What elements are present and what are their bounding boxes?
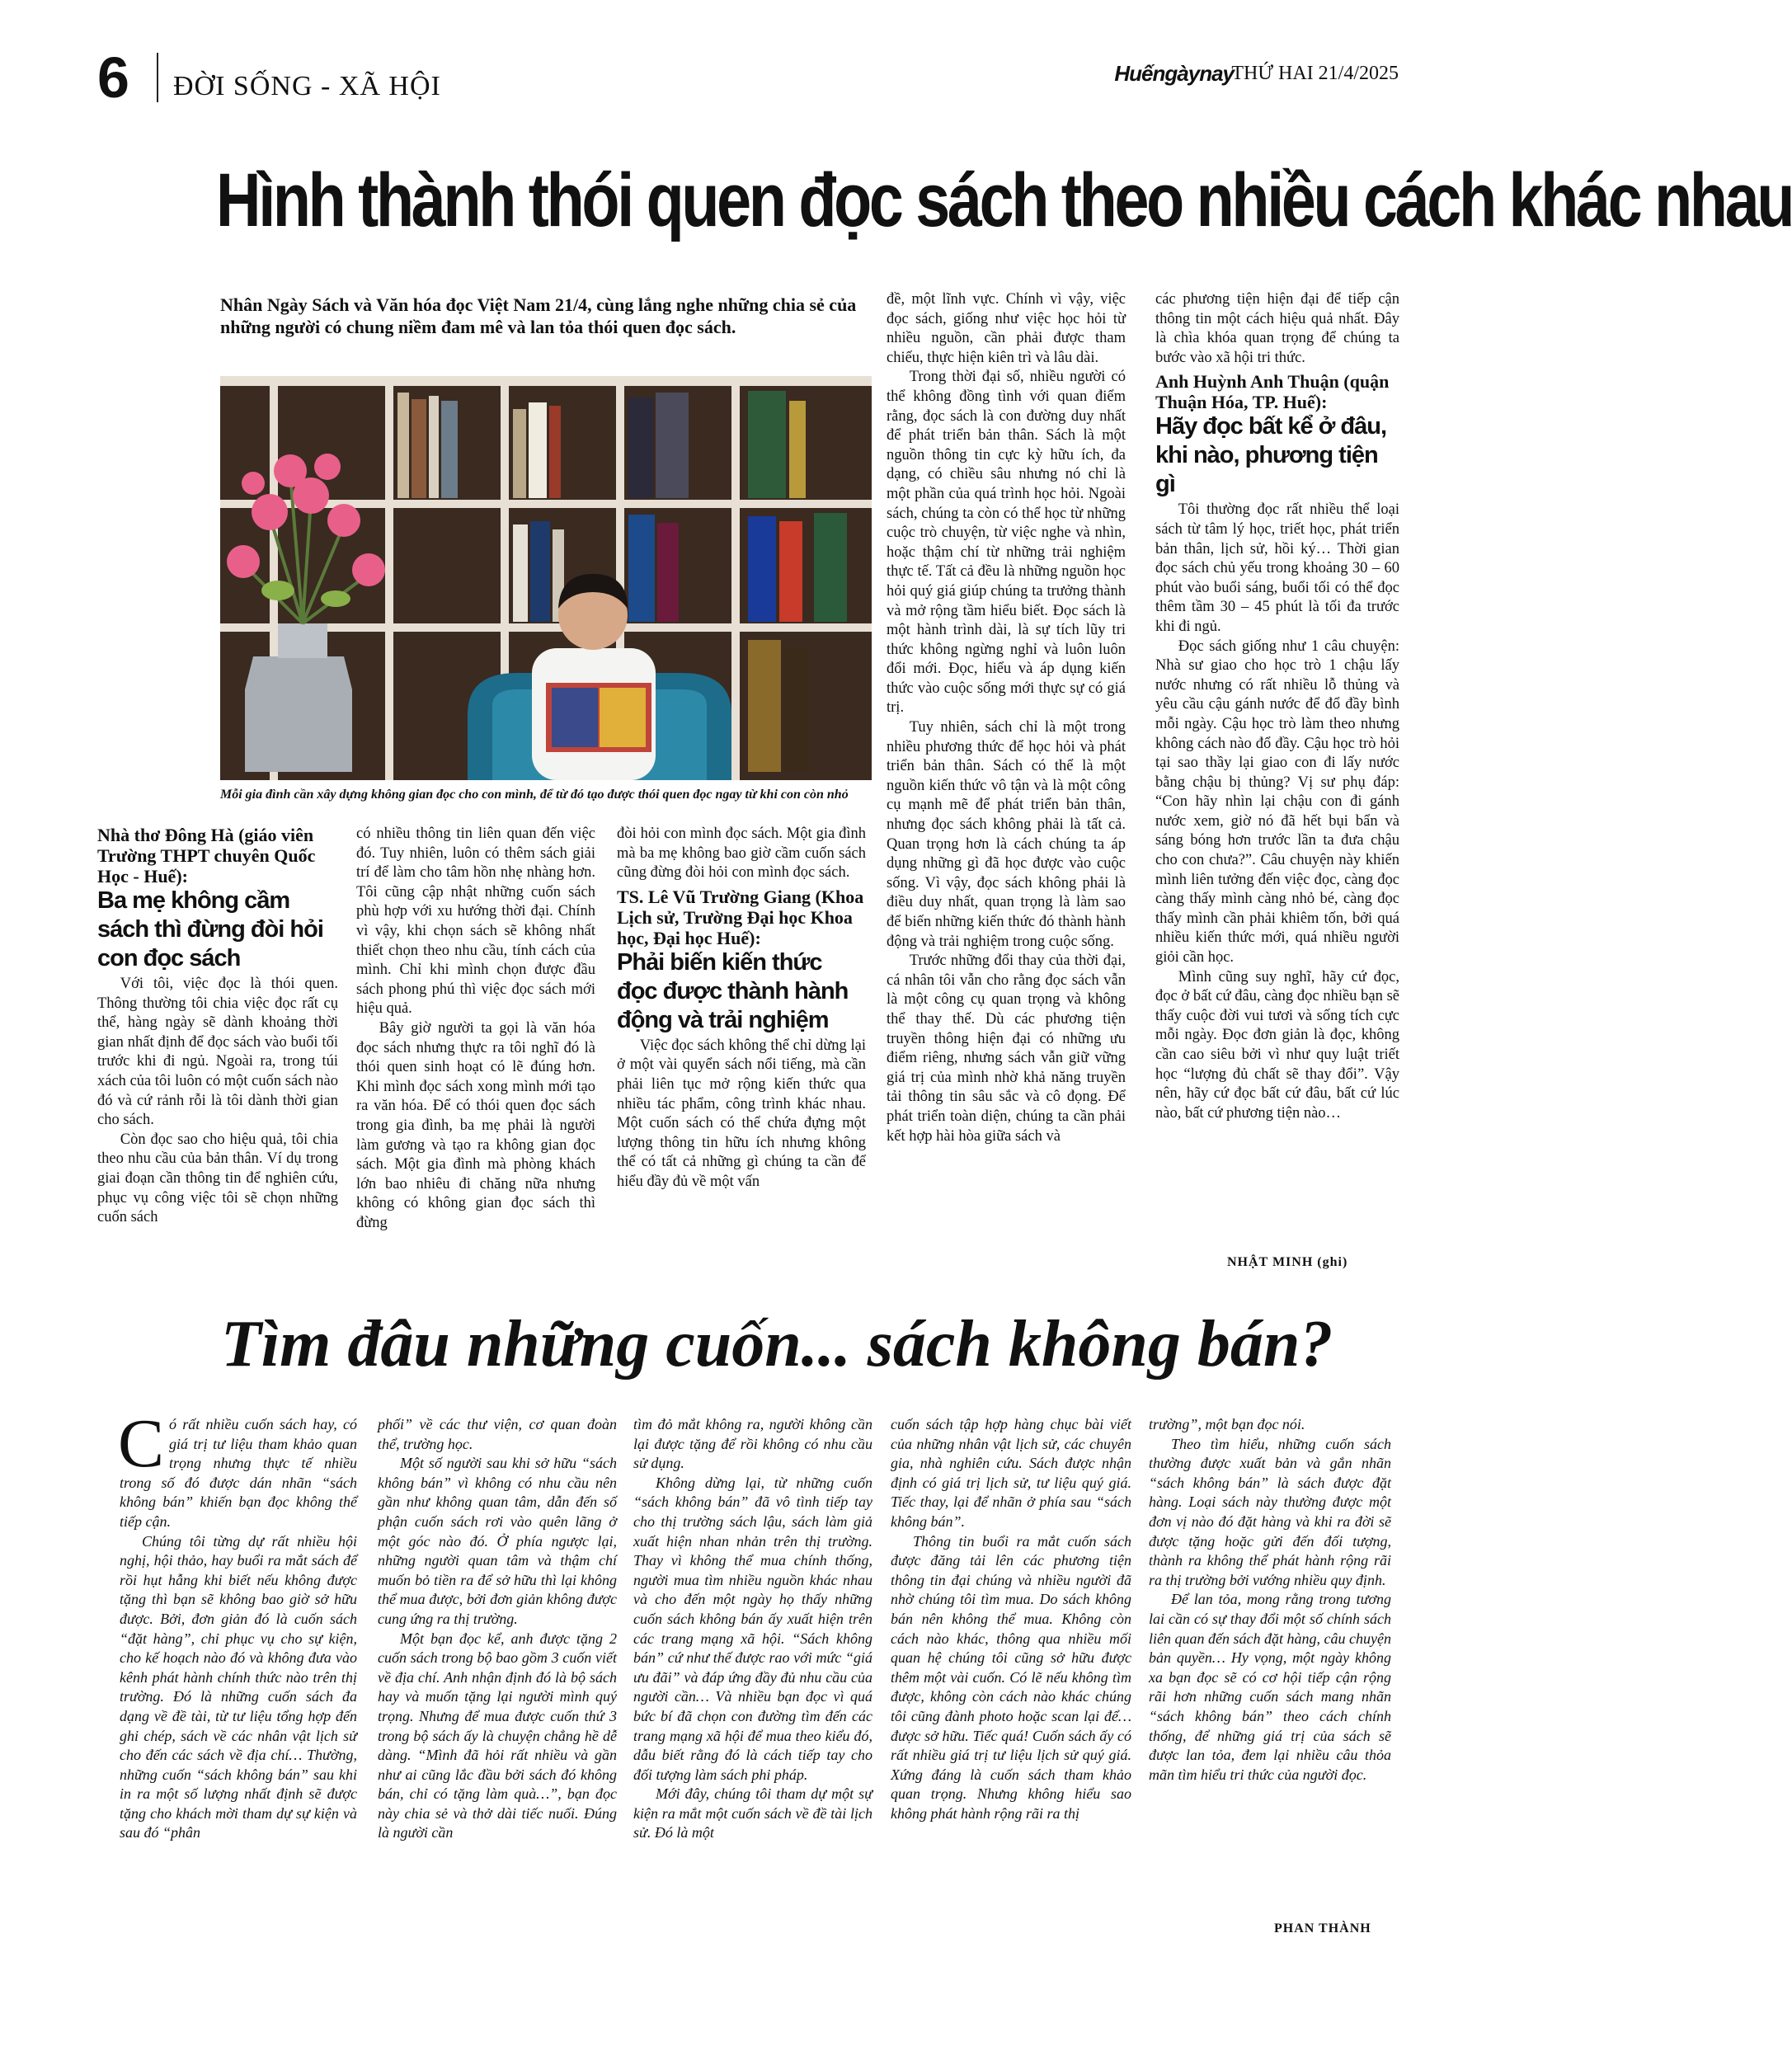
paragraph: Với tôi, việc đọc là thói quen. Thông thường tôi chia việc đọc rất cụ thể, hàng ngày sẽ dành khoảng thời gian nhất định để đọc sách vào buổi tối trước khi đi ngủ. Ngoài ra, trong túi xách của tôi luôn có một cuốn sách nào đó và cứ rảnh rỗi là tôi dành thời gian cho sách. — [97, 976, 338, 1129]
speaker-2: TS. Lê Vũ Trường Giang (Khoa Lịch sử, Trường Đại học Khoa học, Đại học Huế): — [617, 886, 864, 948]
speaker-1: Nhà thơ Đông Hà (giáo viên Trường THPT chuyên Quốc Học - Huế): — [97, 825, 316, 887]
paragraph: Theo tìm hiểu, những cuốn sách thường được xuất bản và gắn nhãn “sách không bán” là sách được đặt hàng. Loại sách này thường được một đơn vị nào đó đặt hàng và khi ra đời sẽ được tặng hoặc gửi đến đối tượng, thành ra không thể phát hành rộng rãi ra thị trường bởi vướng nhiều quy định. — [1149, 1435, 1391, 1588]
paragraph: Để lan tỏa, mong rằng trong tương lai cần có sự thay đổi một số chính sách liên quan đến sách đặt hàng, câu chuyện bản quyền… Hy vọng, một ngày không xa bạn đọc sẽ có cơ hội tiếp cận rộng rãi hơn những cuốn sách mang nhãn “sách không bán” theo cách chính thống, để những giá trị của sách sẽ được lan tỏa, đem lại nhiều câu thỏa mãn tìm hiểu tri thức của người đọc. — [1149, 1591, 1391, 1783]
page-header — [97, 45, 1399, 111]
paragraph: Không dừng lại, từ những cuốn “sách không bán” đã vô tình tiếp tay cho thị trường sách lậu, sách làm giả xuất hiện nhan nhản trên thị trường. Thay vì không thể mua chính thống, người mua tìm nhiều nguồn khác nhau và cho đến một ngày họ thấy những cuốn sách không bán ấy xuất hiện trên các trang mạng xã hội. “Sách không bán” cứ như thế được rao với mức “giá ưu đãi” và đáp ứng đầy đủ nhu cầu của người cần… Và nhiều bạn đọc vì quá bức bí đã chọn con đường tìm đến các trang mạng xã hội để mua theo kiểu đó, dẫu biết rằng đó là cách tiếp tay cho đối tượng làm sách phi pháp. — [633, 1474, 872, 1783]
article2-column-4 — [891, 1415, 1131, 1823]
paragraph: Trong thời đại số, nhiều người có thể không đồng tình với quan điểm rằng, đọc sách là con đường duy nhất để phát triển bản thân. Sách là một nguồn thông tin cực kỳ hữu ích, đa dạng, có chiều sâu nhưng nó chỉ là một phần của quá trình học hỏi. Ngoài sách, chúng ta còn có thể học từ những cuộc trò chuyện, từ việc nghe và nhìn, hoặc thậm chí từ những trải nghiệm thực tế. Tất cả đều là những nguồn học hỏi quý giá giúp chúng ta trưởng thành và mở rộng tầm hiểu biết. Đọc sách là một hành trình dài, là sự tích lũy tri thức không ngừng nghỉ và luôn luôn đổi mới. Đọc, hiểu và áp dụng kiến thức vào cuộc sống mới thực sự có giá trị. — [887, 369, 1126, 717]
paragraph: Bây giờ người ta gọi là văn hóa đọc sách nhưng thực ra tôi nghĩ đó là thói quen sinh hoạt có lẽ đúng hơn. Khi mình đọc sách xong mình mới tạo ra văn hóa. Để có thói quen đọc sách trong gia đình, ba mẹ phải là người làm gương và tạo ra không gian đọc sách. Một gia đình mà phòng khách lớn bao nhiêu đi chăng nữa nhưng không có không gian đọc sách thì đừng — [356, 1019, 595, 1231]
article2-byline: PHAN THÀNH — [1274, 1921, 1371, 1935]
article1-column-4 — [887, 290, 1126, 1146]
section-name: ĐỜI SỐNG - XÃ HỘI — [173, 71, 441, 101]
paragraph: phối” về các thư viện, cơ quan đoàn thể, trường học. — [378, 1416, 617, 1452]
paragraph: Một số người sau khi sở hữu “sách không bán” vì không có nhu cầu nên gần như không quan tâm, dẫn đến số phận cuốn sách rơi vào quên lãng ở một góc nào đó. Ở phía ngược lại, những người quan tâm và thậm chí muốn bỏ tiền ra để sở hữu thì lại không thể mua được, bởi đơn giản không được cung ứng ra thị trường. — [378, 1455, 617, 1627]
subhead-3: Hãy đọc bất kể ở đâu, khi nào, phương tiện gì — [1155, 413, 1387, 498]
paragraph: tìm đỏ mắt không ra, người không cần lại được tặng để rồi không có nhu cầu sử dụng. — [633, 1416, 872, 1472]
paragraph: Việc đọc sách không thể chỉ dừng lại ở một vài quyển sách nổi tiếng, mà cần phải liên tục mở rộng kiến thức qua nhiều tác phẩm, công trình khác nhau. Một cuốn sách có thể chứa đựng một lượng thông tin hữu ích nhưng không thể có tất cả những gì chúng ta cần để hiểu đầy đủ về một vấn — [617, 1037, 866, 1190]
paragraph: Tôi thường đọc rất nhiều thể loại sách từ tâm lý học, triết học, phát triển bản thân, lịch sử, hồi ký… Thời gian đọc sách chủ yếu trong khoảng 30 – 60 phút vào buổi sáng, buổi tối có thể đọc thêm tầm 30 – 45 phút là tối đa trước khi đi ngủ. — [1155, 501, 1399, 635]
paragraph: các phương tiện hiện đại để tiếp cận thông tin một cách hiệu quả nhất. Đây là chìa khóa quan trọng để chúng ta bước vào xã hội tri thức. — [1155, 291, 1399, 366]
masthead-logo: Huếngàynay — [1114, 61, 1234, 86]
paragraph: Mới đây, chúng tôi tham dự một sự kiện ra mắt một cuốn sách về đề tài lịch sử. Đó là một — [633, 1785, 872, 1841]
paragraph: Mình cũng suy nghĩ, hãy cứ đọc, đọc ở bất cứ đâu, càng đọc nhiều bạn sẽ thấy cuộc đời vui tươi và sống tích cực mỗi ngày. Đọc đơn giản là đọc, không cần cao siêu bởi vì như quy luật triết học “lượng đủ chất sẽ thay đổi”. Vậy nên, hãy cứ đọc bất cứ đâu, bất cứ lúc nào, bất cứ phương tiện nào… — [1155, 968, 1399, 1122]
article2-column-5 — [1149, 1415, 1391, 1785]
subhead-1: Ba mẹ không cầm sách thì đừng đòi hỏi con đọc sách — [97, 887, 323, 971]
paragraph: Còn đọc sao cho hiệu quả, tôi chia theo nhu cầu của bản thân. Ví dụ trong giai đoạn cần thông tin để nghiên cứu, phục vụ công việc tôi sẽ chọn những cuốn sách — [97, 1131, 338, 1226]
article2-headline: Tìm đâu những cuốn... sách không bán? — [221, 1308, 1333, 1380]
header-divider — [157, 53, 158, 102]
article1-column-1 — [97, 825, 338, 1228]
paragraph — [118, 1405, 357, 1532]
paragraph: Một bạn đọc kể, anh được tặng 2 cuốn sách trong bộ bao gồm 3 cuốn viết về địa chí. Anh nhận định đó là bộ sách hay và muốn tặng lại người mình quý trọng. Nhưng để mua được cuốn thứ 3 trong bộ sách ấy là chuyện chẳng hề dễ dàng. “Mình đã hỏi rất nhiều và gần như ai cũng lắc đầu bởi sách đó không bán, chỉ có tặng làm quà…”, bạn đọc này chia sẻ và thở dài tiếc nuối. Đúng là người cần — [378, 1630, 617, 1841]
paragraph: Tuy nhiên, sách chỉ là một trong nhiều phương thức để học hỏi và phát triển bản thân. Sách có thể là một nguồn kiến thức vô tận và là một công cụ mạnh mẽ để phát triển bản thân, nhưng đọc sách không phải là tất cả. Quan trọng hơn là cách chúng ta áp dụng những gì đã học được vào cuộc sống. Vì vậy, đọc sách không phải là điều duy nhất, quan trọng là làm sao để biến những kiến thức đó thành hành động và trải nghiệm trong cuộc sống. — [887, 719, 1126, 950]
paragraph: cuốn sách tập hợp hàng chục bài viết của những nhân vật lịch sử, các chuyên gia, nhà nghiên cứu. Sách được nhận định có giá trị lịch sử, tư liệu quý giá. Tiếc thay, lại để nhãn ở phía sau “sách không bán”. — [891, 1416, 1131, 1530]
drop-cap: C — [118, 1405, 165, 1482]
paragraph: Thông tin buổi ra mắt cuốn sách được đăng tải lên các phương tiện thông tin đại chúng và nhiều người đã nhờ chúng tôi tìm mua. Do sách không bán nên không thể mua. Không còn cách nào khác, thông qua nhiều mối quan hệ chúng tôi cũng sở hữu được thêm một vài cuốn. Có lẽ nếu không tìm được, không còn cách nào khác chúng tôi cũng đành photo hoặc scan lại để… được sở hữu. Tiếc quá! Cuốn sách ấy có rất nhiều giá trị tư liệu lịch sử quý giá. Xứng đáng là cuốn sách tham khảo quan trọng. Nhưng không hiểu sao không phát hành rộng rãi ra thị — [891, 1532, 1131, 1822]
child-reading-photo — [220, 376, 872, 780]
article1-column-5 — [1155, 290, 1399, 1123]
paragraph: Đọc sách giống như 1 câu chuyện: Nhà sư giao cho học trò 1 chậu lấy nước nhưng có rất nhiều lỗ thủng và yêu cầu cậu gánh nước để đổ đầy bình mỗi ngày. Cậu học trò làm theo nhưng không cách nào đổ đầy. Cậu học trò hỏi tại sao thầy lại giao con đi lấy nước bằng chậu bị thủng? Vị sư phụ đáp: “Con hãy nhìn lại chậu con đi gánh nước xem, giờ nó đã hết bụi bẩn và sáng bóng hơn trước lần ta đưa chậu cho con chưa?”. Câu chuyện này khiến mình liên tưởng đến việc đọc, càng đọc càng thấy mình càng nhỏ bé, càng đọc thấy mình cần phải khiêm tốn, bởi quá nhiều kiến thức mới, quá nhiều người giỏi cần học. — [1155, 637, 1399, 967]
article1-byline: NHẬT MINH (ghi) — [1227, 1255, 1348, 1269]
article2-column-2 — [378, 1415, 617, 1843]
subhead-2: Phải biến kiến thức đọc được thành hành động và trải nghiệm — [617, 948, 849, 1033]
paragraph: trường”, một bạn đọc nói. — [1149, 1416, 1305, 1432]
paragraph: có nhiều thông tin liên quan đến việc đó. Tuy nhiên, luôn có thêm sách giải trí để làm cho tâm hồn nhẹ nhàng hơn. Tôi cũng cập nhật những cuốn sách phù hợp với xu hướng thời đại. Chính vì vậy, khi chọn sách sẽ không nhất thiết chọn theo nhu cầu, tính cách của mình. Chỉ khi mình chọn được đầu sách phong phú thì việc đọc sách mới hiệu quả. — [356, 825, 595, 1018]
paragraph: đòi hỏi con mình đọc sách. Một gia đình mà ba mẹ không bao giờ cầm cuốn sách cũng đừng đòi hỏi con mình đọc sách. — [617, 825, 866, 882]
issue-date: THỨ HAI 21/4/2025 — [1231, 63, 1399, 84]
paragraph-text: ó rất nhiều cuốn sách hay, có giá trị tư liệu tham khảo quan trọng nhưng thực tế nhiều trong số đó được dán nhãn “sách không bán” khiến bạn đọc không thể tiếp cận. — [120, 1416, 357, 1530]
article1-column-3 — [617, 825, 866, 1192]
article1-photo — [220, 376, 872, 780]
paragraph: Trước những đổi thay của thời đại, cá nhân tôi vẫn cho rằng đọc sách vẫn là một công cụ quan trọng và không thể thay thế. Dù các phương tiện truyền thông hiện đại có những ưu điểm riêng, nhưng sách vẫn giữ vững giá trị của mình nhờ khả năng truyền tải thông tin sâu sắc và cô đọng. Để phát triển toàn diện, chúng ta cần phải kết hợp hài hòa giữa sách và — [887, 952, 1126, 1145]
article1-column-2 — [356, 825, 595, 1233]
article2-column-3 — [633, 1415, 872, 1843]
photo-caption: Mỗi gia đình cần xây dựng không gian đọc cho con mình, để từ đó tạo được thói quen đọc ngay từ khi con còn nhỏ — [220, 788, 849, 802]
article1-headline: Hình thành thói quen đọc sách theo nhiều cách khác nhau — [216, 158, 1792, 242]
page-number: 6 — [97, 45, 129, 110]
article2-column-1 — [118, 1405, 357, 1843]
article1-lead: Nhân Ngày Sách và Văn hóa đọc Việt Nam 21/4, cùng lắng nghe những chia sẻ của những người có chung niềm đam mê và lan tỏa thói quen đọc sách. — [220, 294, 857, 337]
paragraph: Chúng tôi từng dự rất nhiều hội nghị, hội thảo, hay buổi ra mắt sách để rồi hụt hẫng khi biết nếu không được tặng thì bạn sẽ không bao giờ sở hữu được. Bởi, đơn giản đó là cuốn sách “đặt hàng”, chỉ phục vụ cho sự kiện, cho kế hoạch nào đó và không đưa vào kênh phát hành chính thức nào trên thị trường. Đó là những cuốn sách đa dạng về đề tài, từ tư liệu tổng hợp đến ghi chép, sách về các nhân vật lịch sử cho đến các sách về địa chí… Thường, những cuốn “sách không bán” sau khi in ra một số lượng nhất định sẽ được tặng cho khách mời tham dự sự kiện và sau đó “phân — [120, 1532, 357, 1841]
paragraph: đề, một lĩnh vực. Chính vì vậy, việc đọc sách, giống như việc học hỏi từ nhiều nguồn, cần phải được tham chiếu, thực hiện kiên trì và lâu dài. — [887, 291, 1126, 366]
speaker-3: Anh Huỳnh Anh Thuận (quận Thuận Hóa, TP. Huế): — [1155, 371, 1390, 413]
